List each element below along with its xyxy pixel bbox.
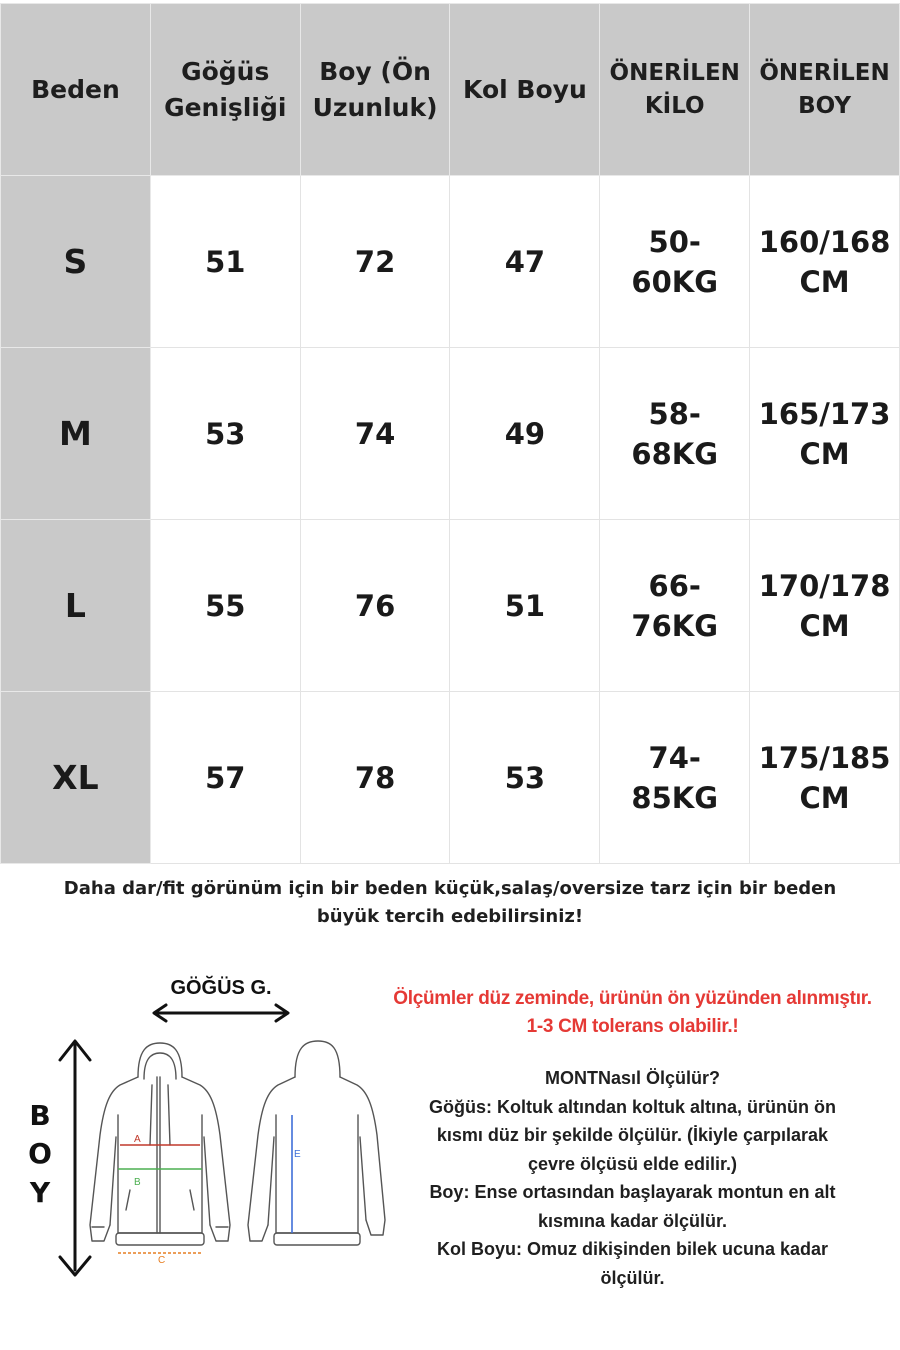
howto-title: MONTNasıl Ölçülür? bbox=[544, 1068, 721, 1088]
length-cell: 76 bbox=[300, 520, 450, 692]
fit-note: Daha dar/fit görünüm için bir beden küçük,salaş/oversize tarz için bir beden büyük tercih edebilirsiniz! bbox=[63, 878, 837, 927]
table-row bbox=[1, 520, 900, 692]
chest-cell: 53 bbox=[150, 348, 300, 520]
size-cell: L bbox=[1, 520, 151, 692]
howto-line: Kol Boyu: Omuz dikişinden bilek ucuna kadar bbox=[436, 1239, 829, 1259]
howto-line: Göğüs: Koltuk altından koltuk altına, ürünün ön bbox=[429, 1096, 836, 1117]
height-letter-b: B bbox=[29, 1099, 51, 1132]
chest-label: GÖĞÜS G. bbox=[170, 977, 272, 999]
size-cell: S bbox=[1, 176, 151, 348]
chest-cell: 55 bbox=[150, 520, 300, 692]
size-cell: XL bbox=[1, 692, 151, 864]
height-cell: 175/185 CM bbox=[750, 692, 900, 864]
header-beden: Beden bbox=[1, 4, 151, 176]
sleeve-cell: 49 bbox=[450, 348, 600, 520]
weight-cell: 50- 60KG bbox=[600, 176, 750, 348]
howto-line: çevre ölçüsü elde edilir.) bbox=[527, 1153, 738, 1174]
header-sleeve: Kol Boyu bbox=[450, 4, 600, 176]
header-height: ÖNERİLEN BOY bbox=[750, 4, 900, 176]
length-cell: 78 bbox=[300, 692, 450, 864]
sleeve-cell: 47 bbox=[450, 176, 600, 348]
how-to-measure bbox=[395, 1064, 870, 1292]
length-cell: 72 bbox=[300, 176, 450, 348]
header-weight: ÖNERİLEN KİLO bbox=[600, 4, 750, 176]
howto-line: ölçülür. bbox=[600, 1267, 665, 1288]
header-chest: Göğüs Genişliği bbox=[150, 4, 300, 176]
height-letter-y: Y bbox=[29, 1176, 51, 1209]
table-row bbox=[1, 348, 900, 520]
table-header-row bbox=[1, 4, 900, 176]
height-cell: 160/168 CM bbox=[750, 176, 900, 348]
chest-cell: 51 bbox=[150, 176, 300, 348]
table-row bbox=[1, 692, 900, 864]
size-cell: M bbox=[1, 348, 151, 520]
mark-a: A bbox=[134, 1134, 141, 1145]
header-length: Boy (Ön Uzunluk) bbox=[300, 4, 450, 176]
chest-cell: 57 bbox=[150, 692, 300, 864]
sleeve-cell: 53 bbox=[450, 692, 600, 864]
howto-line: Boy: Ense ortasından başlayarak montun en alt bbox=[429, 1182, 836, 1202]
mark-c: C bbox=[158, 1255, 166, 1266]
sleeve-cell: 51 bbox=[450, 520, 600, 692]
weight-cell: 66- 76KG bbox=[600, 520, 750, 692]
weight-cell: 58- 68KG bbox=[600, 348, 750, 520]
length-cell: 74 bbox=[300, 348, 450, 520]
height-cell: 165/173 CM bbox=[750, 348, 900, 520]
measurement-warning: Ölçümler düz zeminde, ürünün ön yüzünden alınmıştır. 1-3 CM tolerans olabilir.! bbox=[393, 988, 872, 1037]
size-chart-table bbox=[0, 3, 900, 864]
height-letter-o: O bbox=[28, 1137, 52, 1170]
height-cell: 170/178 CM bbox=[750, 520, 900, 692]
weight-cell: 74- 85KG bbox=[600, 692, 750, 864]
jacket-measurement-diagram bbox=[20, 965, 390, 1295]
howto-line: kısmına kadar ölçülür. bbox=[537, 1210, 728, 1231]
howto-line: kısmı düz bir şekilde ölçülür. (İkiyle çarpılarak bbox=[436, 1125, 829, 1145]
mark-b: B bbox=[134, 1177, 141, 1188]
table-row bbox=[1, 176, 900, 348]
mark-e: E bbox=[294, 1149, 301, 1160]
